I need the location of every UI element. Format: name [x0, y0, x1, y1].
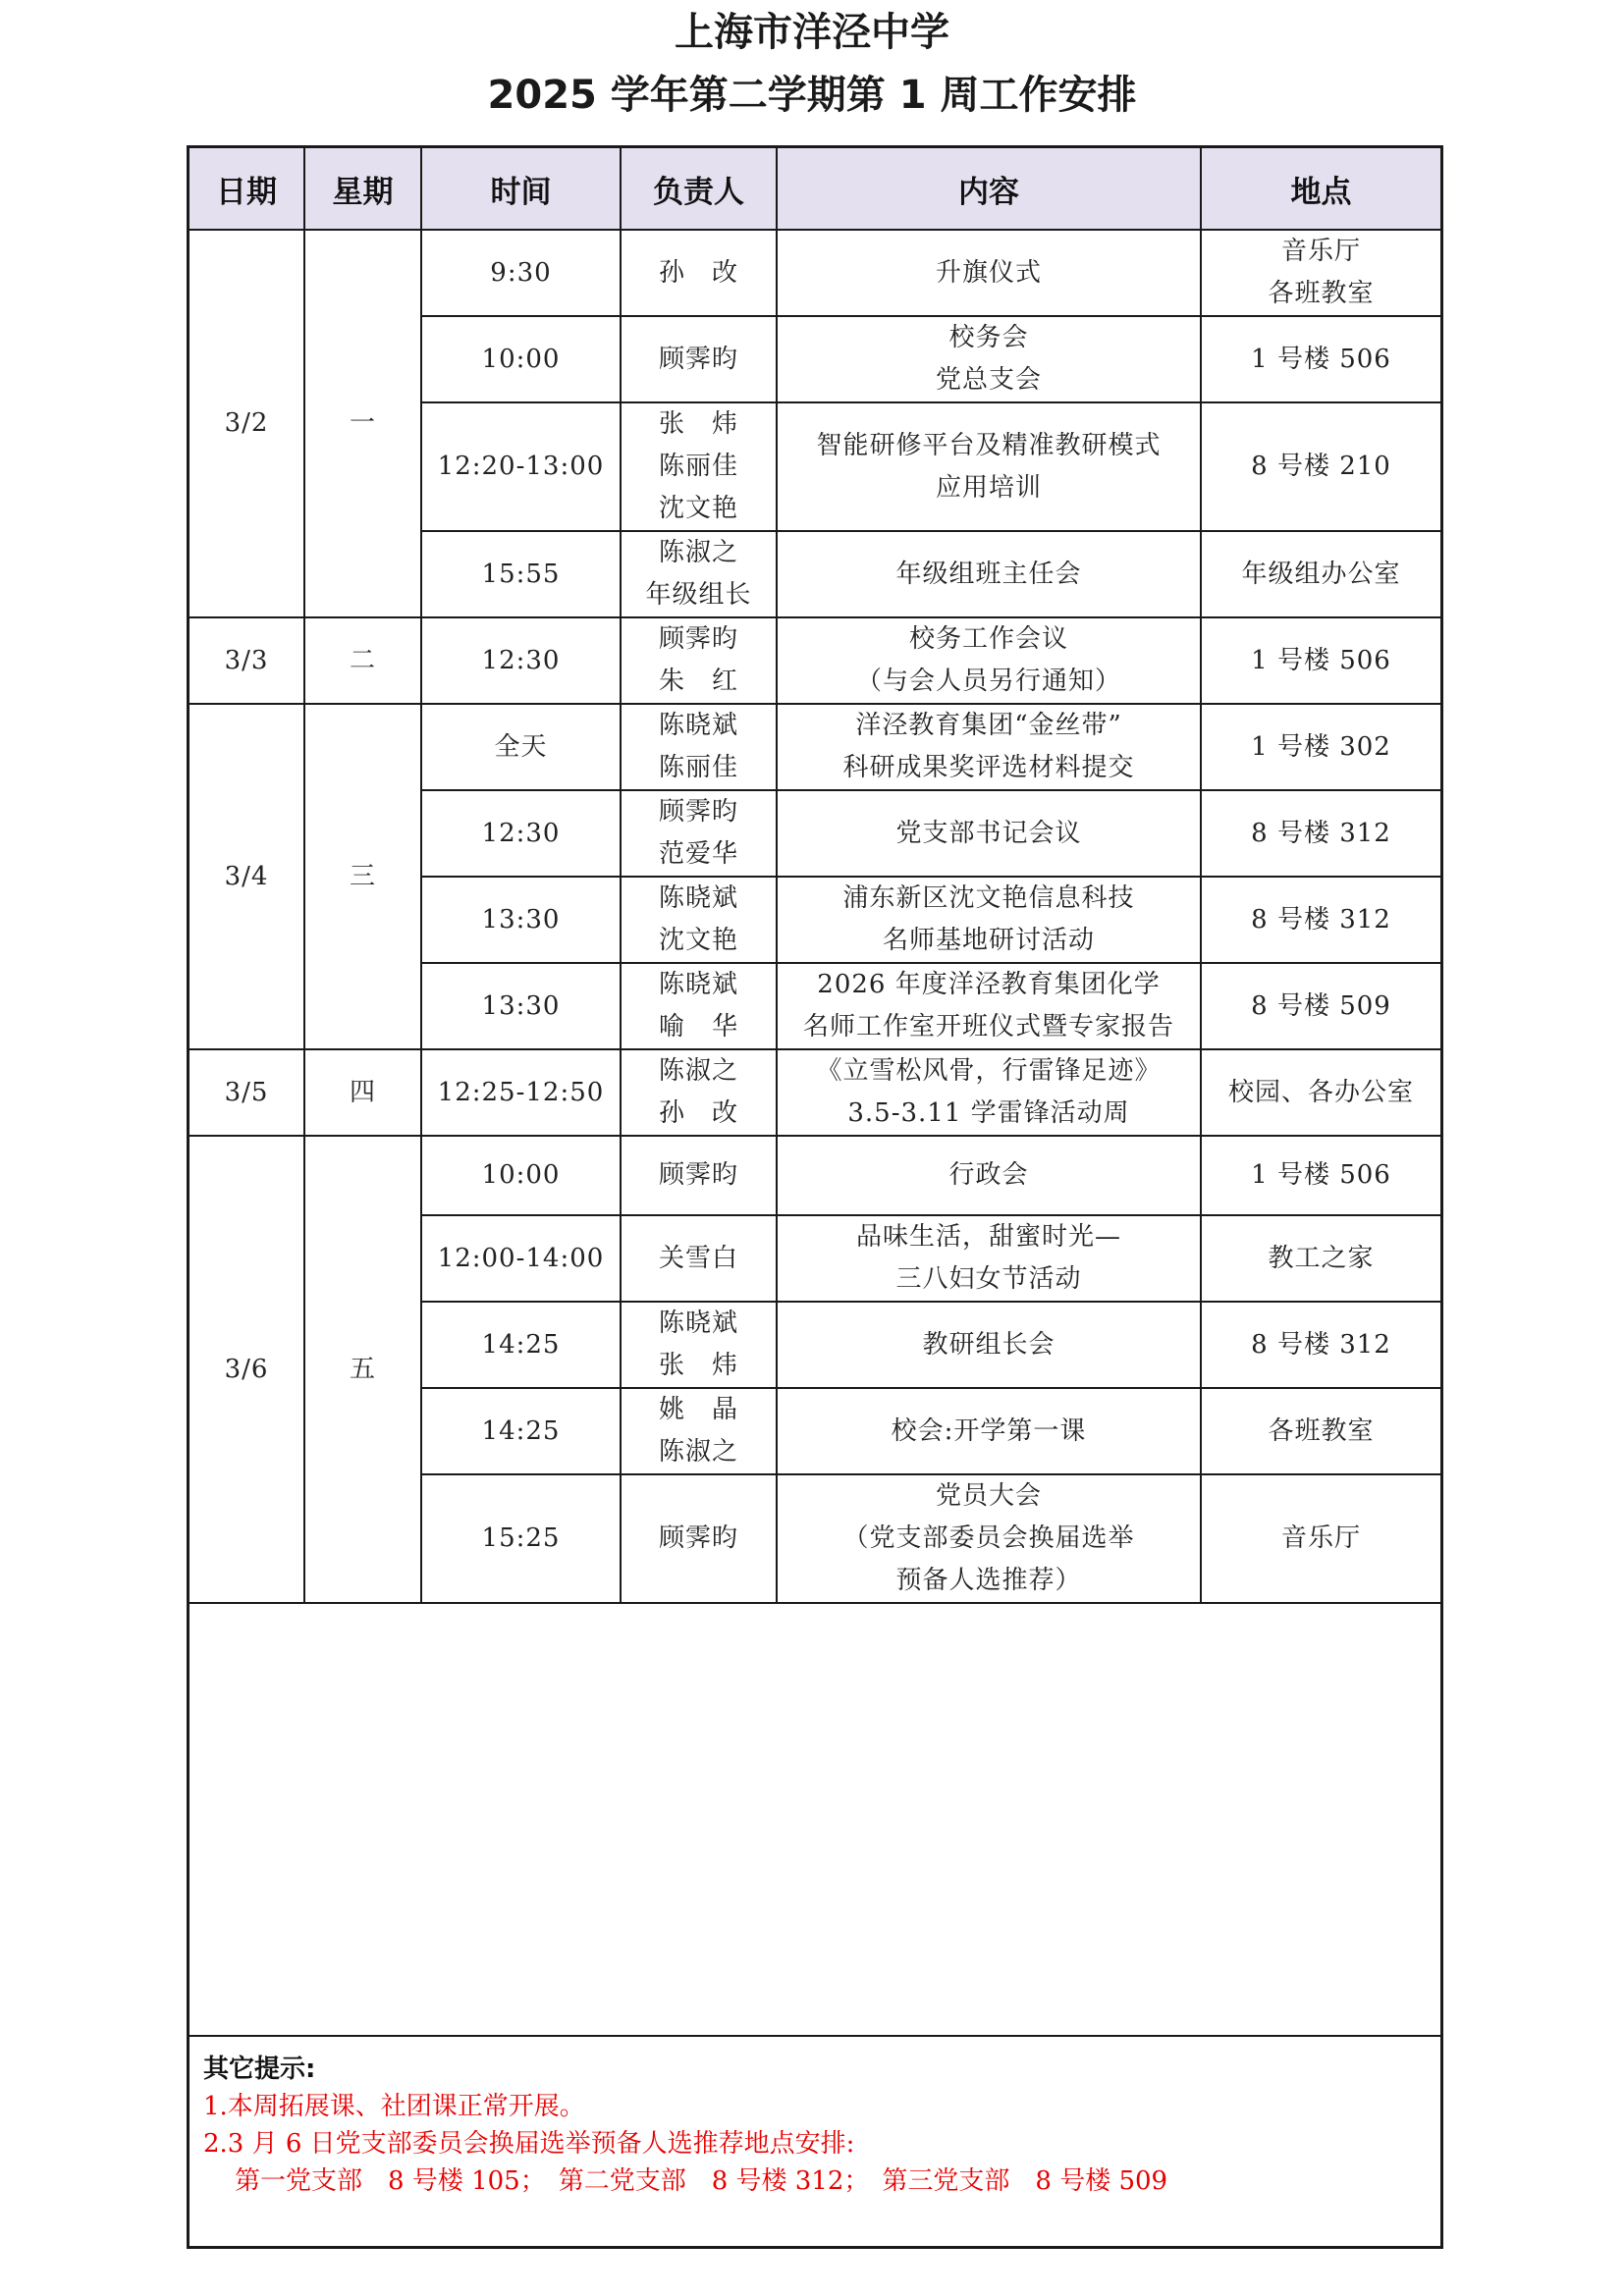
cell-line: 年级组长 [645, 580, 752, 610]
place-cell [1201, 1388, 1440, 1474]
cell-line: 1 号楼 506 [1251, 645, 1391, 675]
schedule-body [189, 230, 1440, 1603]
content-cell [777, 617, 1201, 704]
header-content: 内容 [777, 148, 1201, 230]
cell-line: 顾霁昀 [658, 344, 738, 374]
place-cell [1201, 1136, 1440, 1215]
cell-line: 朱 红 [658, 667, 738, 696]
cell-line: 年级组班主任会 [895, 559, 1082, 589]
content-cell [777, 1215, 1201, 1302]
cell-line: 教工之家 [1268, 1243, 1375, 1273]
cell-line: 沈文艳 [658, 494, 738, 523]
cell-line: 音乐厅 [1280, 237, 1361, 266]
place-cell [1201, 1049, 1440, 1136]
date-cell: 3/3 [189, 617, 304, 704]
cell-line: 顾霁昀 [658, 1523, 738, 1553]
weekday-cell: 三 [304, 704, 421, 1049]
time-cell: 10:00 [421, 1136, 621, 1215]
weekday-cell: 二 [304, 617, 421, 704]
cell-line: 孙 改 [658, 257, 738, 288]
person-cell [621, 316, 777, 402]
content-cell [777, 1302, 1201, 1388]
cell-line: 陈晓斌 [658, 711, 738, 740]
notes-line-3: 第一党支部 8 号楼 105； 第二党支部 8 号楼 312； 第三党支部 8 号楼 509 [235, 2166, 1168, 2196]
cell-line: 张 炜 [658, 409, 738, 439]
person-cell [621, 1302, 777, 1388]
date-cell: 3/2 [189, 230, 304, 617]
cell-line: 陈晓斌 [658, 1308, 738, 1338]
cell-line: 党员大会 [935, 1481, 1042, 1511]
header-date: 日期 [189, 148, 304, 230]
table-row [189, 617, 1440, 704]
place-cell [1201, 531, 1440, 617]
cell-line: 陈晓斌 [658, 970, 738, 999]
header-place: 地点 [1201, 148, 1440, 230]
cell-line: 孙 改 [658, 1098, 738, 1128]
time-cell: 9:30 [421, 230, 621, 316]
content-cell [777, 1049, 1201, 1136]
cell-line: 陈丽佳 [658, 452, 738, 481]
date-cell: 3/5 [189, 1049, 304, 1136]
cell-line: 陈淑之 [658, 1056, 738, 1086]
notes-title: 其它提示: [203, 2055, 316, 2084]
time-cell: 10:00 [421, 316, 621, 402]
cell-line: 8 号楼 312 [1251, 904, 1391, 934]
cell-line: 3.5-3.11 学雷锋活动周 [847, 1098, 1130, 1128]
cell-line: （党支部委员会换届选举 [842, 1523, 1135, 1553]
time-cell: 13:30 [421, 877, 621, 963]
table-row [189, 1049, 1440, 1136]
place-cell [1201, 617, 1440, 704]
table-header-row [189, 148, 1440, 230]
content-cell [777, 704, 1201, 790]
person-cell [621, 531, 777, 617]
person-cell [621, 1049, 777, 1136]
time-cell: 12:30 [421, 790, 621, 877]
cell-line: 关雪白 [658, 1243, 738, 1273]
header-time: 时间 [421, 148, 621, 230]
cell-line: 姚 晶 [658, 1395, 738, 1424]
person-cell [621, 230, 777, 316]
time-cell: 12:00-14:00 [421, 1215, 621, 1302]
cell-line: 张 炜 [658, 1351, 738, 1380]
table-row [189, 230, 1440, 316]
cell-line: 教研组长会 [922, 1329, 1056, 1360]
time-cell: 12:25-12:50 [421, 1049, 621, 1136]
weekday-cell: 一 [304, 230, 421, 617]
table-row [189, 1136, 1440, 1215]
cell-line: 1 号楼 506 [1251, 344, 1391, 374]
content-cell [777, 1474, 1201, 1603]
cell-line: 音乐厅 [1280, 1523, 1361, 1553]
cell-line: 党支部书记会议 [895, 818, 1082, 848]
cell-line: 沈文艳 [658, 926, 738, 955]
cell-line: 预备人选推荐） [895, 1566, 1082, 1595]
person-cell [621, 790, 777, 877]
content-cell [777, 230, 1201, 316]
time-cell: 14:25 [421, 1388, 621, 1474]
cell-line: 8 号楼 509 [1251, 990, 1391, 1021]
cell-line: （与会人员另行通知） [855, 667, 1121, 696]
page-subtitle: 2025 学年第二学期第 1 周工作安排 [487, 73, 1137, 118]
cell-line: 范爱华 [658, 839, 738, 869]
time-cell: 15:55 [421, 531, 621, 617]
cell-line: 各班教室 [1268, 1415, 1375, 1446]
place-cell [1201, 877, 1440, 963]
schedule-table [189, 148, 1440, 1604]
content-cell [777, 1388, 1201, 1474]
cell-line: 应用培训 [935, 472, 1042, 503]
cell-line: 《立雪松风骨，行雷锋足迹》 [816, 1056, 1162, 1086]
time-cell: 全天 [421, 704, 621, 790]
cell-line: 科研成果奖评选材料提交 [842, 753, 1135, 782]
weekday-cell: 四 [304, 1049, 421, 1136]
header-person: 负责人 [621, 148, 777, 230]
time-cell: 13:30 [421, 963, 621, 1049]
content-cell [777, 316, 1201, 402]
place-cell [1201, 230, 1440, 316]
place-cell [1201, 1474, 1440, 1603]
person-cell [621, 877, 777, 963]
person-cell [621, 704, 777, 790]
cell-line: 顾霁昀 [658, 1160, 738, 1190]
cell-line: 名师基地研讨活动 [882, 926, 1095, 955]
content-cell [777, 963, 1201, 1049]
cell-line: 8 号楼 312 [1251, 818, 1391, 848]
cell-line: 陈晓斌 [658, 883, 738, 913]
place-cell [1201, 963, 1440, 1049]
cell-line: 校务工作会议 [908, 624, 1068, 654]
date-cell: 3/4 [189, 704, 304, 1049]
cell-line: 校会:开学第一课 [891, 1415, 1087, 1446]
notes-section [189, 2035, 1440, 2246]
person-cell [621, 1215, 777, 1302]
cell-line: 陈丽佳 [658, 753, 738, 782]
cell-line: 陈淑之 [658, 1437, 738, 1467]
notes-line-2: 2.3 月 6 日党支部委员会换届选举预备人选推荐地点安排: [203, 2129, 855, 2159]
cell-line: 陈淑之 [658, 538, 738, 567]
cell-line: 校务会 [948, 323, 1029, 352]
place-cell [1201, 1215, 1440, 1302]
cell-line: 智能研修平台及精准教研模式 [816, 430, 1162, 460]
cell-line: 8 号楼 312 [1251, 1329, 1391, 1360]
cell-line: 品味生活，甜蜜时光— [855, 1222, 1121, 1252]
time-cell: 14:25 [421, 1302, 621, 1388]
cell-line: 2026 年度洋泾教育集团化学 [817, 970, 1161, 999]
cell-line: 洋泾教育集团“金丝带” [855, 711, 1122, 740]
table-row [189, 704, 1440, 790]
place-cell [1201, 1302, 1440, 1388]
cell-line: 1 号楼 506 [1251, 1160, 1391, 1190]
time-cell: 15:25 [421, 1474, 621, 1603]
cell-line: 顾霁昀 [658, 624, 738, 654]
cell-line: 校园、各办公室 [1227, 1077, 1414, 1107]
cell-line: 顾霁昀 [658, 797, 738, 827]
person-cell [621, 402, 777, 531]
content-cell [777, 790, 1201, 877]
cell-line: 三八妇女节活动 [895, 1264, 1082, 1294]
content-cell [777, 531, 1201, 617]
content-cell [777, 877, 1201, 963]
date-cell: 3/6 [189, 1136, 304, 1603]
place-cell [1201, 402, 1440, 531]
person-cell [621, 1474, 777, 1603]
person-cell [621, 1136, 777, 1215]
time-cell: 12:20-13:00 [421, 402, 621, 531]
cell-line: 喻 华 [658, 1012, 738, 1041]
header-weekday: 星期 [304, 148, 421, 230]
weekday-cell: 五 [304, 1136, 421, 1603]
content-cell [777, 1136, 1201, 1215]
cell-line: 行政会 [948, 1160, 1029, 1190]
cell-line: 党总支会 [935, 365, 1042, 395]
cell-line: 升旗仪式 [935, 257, 1042, 288]
person-cell [621, 1388, 777, 1474]
place-cell [1201, 704, 1440, 790]
place-cell [1201, 790, 1440, 877]
person-cell [621, 617, 777, 704]
page-title: 上海市洋泾中学 [675, 10, 949, 55]
cell-line: 名师工作室开班仪式暨专家报告 [802, 1012, 1174, 1041]
cell-line: 8 号楼 210 [1251, 452, 1391, 481]
notes-line-1: 1.本周拓展课、社团课正常开展。 [203, 2092, 585, 2121]
cell-line: 1 号楼 302 [1251, 731, 1391, 762]
time-cell: 12:30 [421, 617, 621, 704]
cell-line: 各班教室 [1268, 279, 1375, 308]
content-cell [777, 402, 1201, 531]
person-cell [621, 963, 777, 1049]
cell-line: 年级组办公室 [1241, 559, 1401, 589]
cell-line: 浦东新区沈文艳信息科技 [842, 883, 1135, 913]
place-cell [1201, 316, 1440, 402]
